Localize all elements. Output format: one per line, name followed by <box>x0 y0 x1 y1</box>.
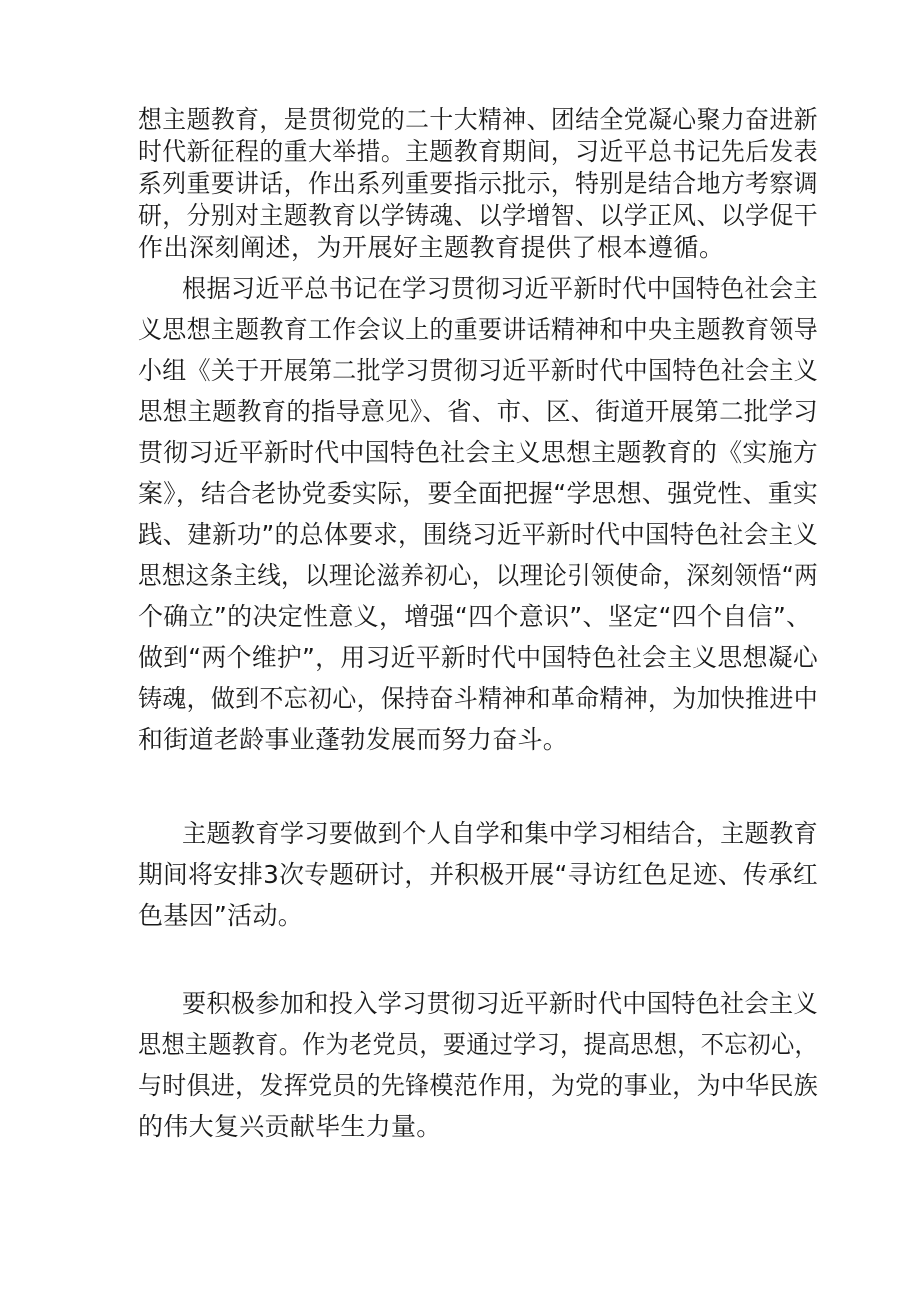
paragraph-line: 作出深刻阐述，为开展好主题教育提供了根本遵循。 <box>138 233 725 262</box>
paragraph-line: 研，分别对主题教育以学铸魂、以学增智、以学正风、以学促干 <box>138 201 819 230</box>
paragraph-line: 时代新征程的重大举措。主题教育期间，习近平总书记先后发表 <box>138 137 819 166</box>
paragraph-line: 贯彻习近平新时代中国特色社会主义思想主题教育的《实施方 <box>138 438 818 467</box>
paragraph-line: 思想主题教育。作为老党员，要通过学习，提高思想，不忘初心， <box>138 1030 818 1059</box>
paragraph-line: 要积极参加和投入学习贯彻习近平新时代中国特色社会主义 <box>182 989 818 1018</box>
paragraph-line: 思想主题教育的指导意见》、省、市、区、街道开展第二批学习 <box>138 397 818 426</box>
paragraph-line: 做到“两个维护”，用习近平新时代中国特色社会主义思想凝心 <box>138 643 819 672</box>
paragraph-line: 想主题教育，是贯彻党的二十大精神、团结全党凝心聚力奋进新 <box>138 105 819 134</box>
paragraph-line: 铸魂，做到不忘初心，保持奋斗精神和革命精神，为加快推进中 <box>138 684 818 713</box>
paragraph-line: 色基因”活动。 <box>138 901 304 930</box>
paragraph-line: 小组《关于开展第二批学习贯彻习近平新时代中国特色社会主义 <box>138 356 818 385</box>
paragraph-line: 义思想主题教育工作会议上的重要讲话精神和中央主题教育领导 <box>138 315 818 344</box>
paragraph-line: 案》，结合老协党委实际，要全面把握“学思想、强党性、重实 <box>138 479 819 508</box>
paragraph-line: 的伟大复兴贡献毕生力量。 <box>138 1112 442 1141</box>
paragraph-line: 和街道老龄事业蓬勃发展而努力奋斗。 <box>138 725 569 754</box>
paragraph-line: 主题教育学习要做到个人自学和集中学习相结合，主题教育 <box>182 819 818 848</box>
paragraph-line: 个确立”的决定性意义，增强“四个意识”、坚定“四个自信”、 <box>138 602 812 631</box>
paragraph-line: 与时俱进，发挥党员的先锋模范作用，为党的事业，为中华民族 <box>138 1071 818 1100</box>
paragraph-line: 系列重要讲话，作出系列重要指示批示，特别是结合地方考察调 <box>138 169 819 198</box>
paragraph-line: 期间将安排3次专题研讨，并积极开展“寻访红色足迹、传承红 <box>138 860 818 889</box>
paragraph-line: 践、建新功”的总体要求，围绕习近平新时代中国特色社会主义 <box>138 520 818 549</box>
paragraph-line: 根据习近平总书记在学习贯彻习近平新时代中国特色社会主 <box>182 274 818 303</box>
paragraph-line: 思想这条主线，以理论滋养初心，以理论引领使命，深刻领悟“两 <box>138 561 819 590</box>
